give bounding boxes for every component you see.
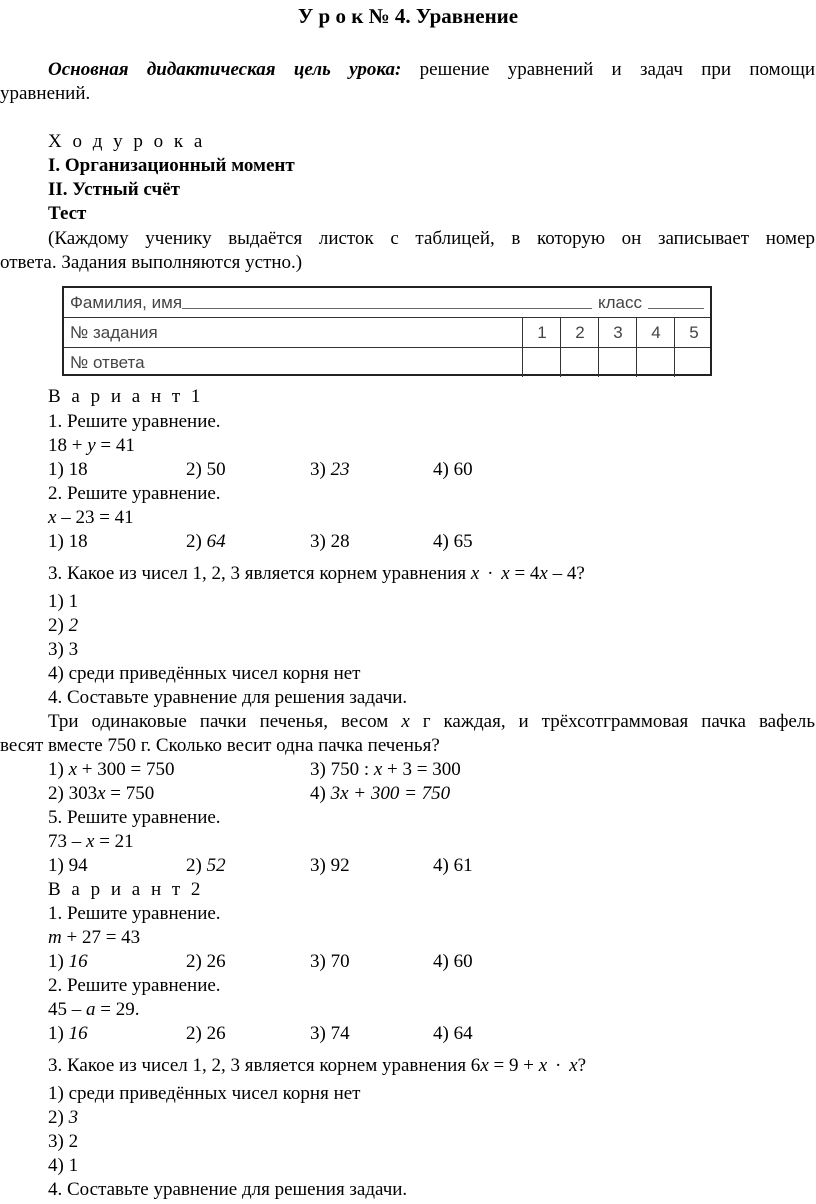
v2-q4-text: 4. Составьте уравнение для решения задачи. xyxy=(48,1179,408,1200)
v1-q5-text: 5. Решите уравнение. xyxy=(48,807,221,828)
goal-text: решение уравнений и задач при помощи xyxy=(419,59,815,80)
goal-line xyxy=(48,58,815,82)
test-note-cont: ответа. Задания выполняются устно.) xyxy=(0,252,303,273)
section-test: Тест xyxy=(48,203,87,224)
v1-q2-equation: x – 23 = 41 xyxy=(48,507,134,528)
page-title: У р о к № 4. Уравнение xyxy=(297,4,519,28)
v1-q4-text: 4. Составьте уравнение для решения задачи. xyxy=(48,687,408,708)
v1-q4-problem-cont: весят вместе 750 г. Сколько весит одна пачка печенья? xyxy=(0,735,440,756)
option: 3) 74 xyxy=(310,1023,350,1044)
card-answer-label: № ответа xyxy=(70,353,145,372)
card-row-answers xyxy=(64,348,710,377)
name-underline xyxy=(182,308,592,309)
v1-q1-equation: 18 + y = 41 xyxy=(48,435,135,456)
option: 1) 18 xyxy=(48,459,88,480)
option: 4) 64 xyxy=(433,1023,473,1044)
answer-cell xyxy=(522,348,561,377)
option: 3) 92 xyxy=(310,855,350,876)
v2-q1-text: 1. Решите уравнение. xyxy=(48,903,221,924)
card-row-tasks xyxy=(64,318,710,348)
option: 2) 303x = 750 xyxy=(48,783,155,804)
task-number: 2 xyxy=(560,318,599,347)
answer-cell xyxy=(636,348,675,377)
answer-card-table xyxy=(62,286,712,376)
option: 1) 94 xyxy=(48,855,88,876)
v2-q1-equation: m + 27 = 43 xyxy=(48,927,141,948)
option: 3) 70 xyxy=(310,951,350,972)
option: 4) 60 xyxy=(433,951,473,972)
option: 2) 26 xyxy=(186,1023,226,1044)
v1-q1-text: 1. Решите уравнение. xyxy=(48,411,221,432)
class-underline xyxy=(648,308,704,309)
v2-q3-option: 3) 2 xyxy=(48,1131,79,1152)
option: 1) x + 300 = 750 xyxy=(48,759,175,780)
option: 3) 23 xyxy=(310,459,350,480)
variant-2-heading: В а р и а н т 2 xyxy=(48,879,204,900)
option: 4) 65 xyxy=(433,531,473,552)
task-number: 4 xyxy=(636,318,675,347)
v1-q3-option: 3) 3 xyxy=(48,639,79,660)
option: 4) 61 xyxy=(433,855,473,876)
option: 2) 26 xyxy=(186,951,226,972)
v1-q5-equation: 73 – x = 21 xyxy=(48,831,134,852)
option: 2) 52 xyxy=(186,855,226,876)
v1-q2-text: 2. Решите уравнение. xyxy=(48,483,221,504)
option: 4) 3x + 300 = 750 xyxy=(310,783,451,804)
option: 1) 16 xyxy=(48,951,88,972)
section-organizational: I. Организационный момент xyxy=(48,155,295,176)
section-oral-count: II. Устный счёт xyxy=(48,179,180,200)
option: 2) 50 xyxy=(186,459,226,480)
option: 3) 28 xyxy=(310,531,350,552)
card-class-label: класс xyxy=(598,293,643,312)
v1-q4-problem: Три одинаковые пачки печенья, весом x г каждая, и трёхсотграммовая пачка вафель xyxy=(48,711,815,732)
answer-cell xyxy=(674,348,713,377)
v2-q2-equation: 45 – a = 29. xyxy=(48,999,140,1020)
option: 2) 64 xyxy=(186,531,226,552)
v2-q2-text: 2. Решите уравнение. xyxy=(48,975,221,996)
goal-label: Основная дидактическая цель урока: xyxy=(48,59,402,80)
card-task-label: № задания xyxy=(70,323,158,342)
test-note: (Каждому ученику выдаётся листок с таблицей, в которую он записывает номер xyxy=(48,228,815,249)
task-number: 5 xyxy=(674,318,713,347)
v2-q3-option: 4) 1 xyxy=(48,1155,79,1176)
answer-cell xyxy=(560,348,599,377)
option: 1) 18 xyxy=(48,531,88,552)
v2-q3-option: 2) 3 xyxy=(48,1107,79,1128)
card-name-label: Фамилия, имя xyxy=(70,293,183,312)
task-number: 1 xyxy=(522,318,561,347)
answer-cell xyxy=(598,348,637,377)
option: 4) 60 xyxy=(433,459,473,480)
task-number: 3 xyxy=(598,318,637,347)
v1-q3-option: 1) 1 xyxy=(48,591,79,612)
course-heading: Х о д у р о к а xyxy=(48,131,206,152)
v2-q3-option: 1) среди приведённых чисел корня нет xyxy=(48,1083,361,1104)
goal-text-cont: уравнений. xyxy=(0,83,91,104)
v1-q3-text: 3. Какое из чисел 1, 2, 3 является корнем уравнения x · x = 4x – 4? xyxy=(48,563,585,584)
v2-q3-text: 3. Какое из чисел 1, 2, 3 является корнем уравнения 6x = 9 + x · x? xyxy=(48,1055,586,1076)
option: 1) 16 xyxy=(48,1023,88,1044)
v1-q3-option: 4) среди приведённых чисел корня нет xyxy=(48,663,361,684)
variant-1-heading: В а р и а н т 1 xyxy=(48,386,204,407)
option: 3) 750 : x + 3 = 300 xyxy=(310,759,461,780)
card-row-name xyxy=(64,288,710,318)
v1-q3-option: 2) 2 xyxy=(48,615,79,636)
